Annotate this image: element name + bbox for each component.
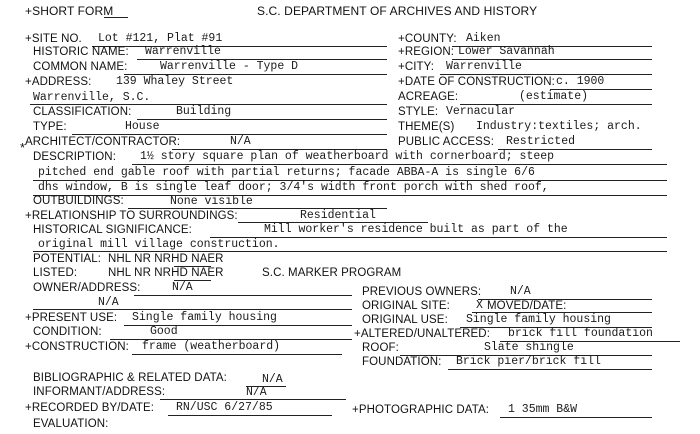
previous-owners-label: PREVIOUS OWNERS:: [362, 286, 482, 298]
recorded-by-value: RN/USC 6/27/85: [176, 401, 273, 414]
informant-value: N/A: [246, 386, 267, 399]
historical-significance-line2: original mill village construction.: [38, 238, 280, 251]
potential-label: POTENTIAL:: [33, 253, 102, 265]
roof-value: Slate shingle: [484, 341, 574, 354]
site-no-value: Lot #121, Plat #91: [98, 32, 223, 45]
moved-date-label: MOVED/DATE:: [487, 300, 567, 312]
owner-line2-value: N/A: [98, 296, 119, 309]
owner-line1-value: N/A: [172, 281, 193, 294]
recorded-by-label: +RECORDED BY/DATE:: [25, 402, 155, 414]
short-form-label: +SHORT FORM: [25, 4, 114, 18]
county-label: +COUNTY:: [398, 33, 457, 45]
historic-name-value: Warrenville: [145, 45, 221, 58]
architect-value: N/A: [230, 135, 251, 148]
evaluation-label: EVALUATION:: [33, 418, 109, 430]
bibliographic-value: N/A: [262, 373, 283, 386]
address-line2-value: Warrenville, S.C.: [33, 91, 151, 104]
type-label: TYPE:: [33, 121, 67, 133]
address-line1-value: 139 Whaley Street: [116, 75, 234, 88]
historic-name-label: HISTORIC NAME:: [33, 46, 129, 58]
informant-line: [160, 399, 346, 400]
owner-line1-rule: [134, 295, 352, 296]
foundation-label: FOUNDATION:: [362, 356, 442, 368]
historical-significance-line1: Mill worker's residence built as part of the: [264, 223, 568, 236]
photographic-label: +PHOTOGRAPHIC DATA:: [352, 404, 490, 416]
public-access-label: PUBLIC ACCESS:: [398, 136, 494, 148]
description-line3: dhs window, B is single leaf door; 3/4's width front porch with shed roof,: [38, 181, 549, 194]
owner-address-label: OWNER/ADDRESS:: [33, 282, 141, 294]
foundation-value: Brick pier/brick fill: [456, 355, 601, 368]
site-no-line: [92, 46, 387, 47]
present-use-value: Single family housing: [132, 311, 277, 324]
outbuildings-value: None visible: [170, 195, 253, 208]
description-line1: 1½ story square plan of weatherboard with cornerboard; steep: [140, 150, 555, 163]
relationship-label: +RELATIONSHIP TO SURROUNDINGS:: [25, 210, 238, 222]
agency-title: S.C. DEPARTMENT OF ARCHIVES AND HISTORY: [257, 4, 538, 18]
description-line2: pitched end gable roof with partial returns; facade ABBA-A is single 6/6: [38, 166, 535, 179]
outbuildings-label: OUTBUILDINGS:: [33, 195, 124, 207]
description-rule1: [132, 164, 667, 165]
region-label: +REGION:: [398, 46, 455, 58]
acreage-label: ACREAGE:: [398, 91, 459, 103]
present-use-label: +PRESENT USE:: [25, 312, 118, 324]
listed-label: LISTED:: [33, 267, 78, 279]
altered-value: brick fill foundation: [508, 327, 653, 340]
description-label: DESCRIPTION:: [33, 151, 116, 163]
marker-program-label: S.C. MARKER PROGRAM: [262, 267, 402, 279]
owner-line2-rule: [33, 309, 352, 310]
roof-label: ROOF:: [362, 342, 399, 354]
classification-label: CLASSIFICATION:: [33, 106, 132, 118]
construction-line: [132, 354, 342, 355]
margin-asterisk: *: [20, 140, 26, 155]
original-site-label: ORIGINAL SITE:: [362, 300, 450, 312]
potential-options: NHL NR NRHD NAER: [108, 253, 224, 265]
common-name-label: COMMON NAME:: [33, 61, 128, 73]
original-site-mark: X: [476, 299, 483, 312]
date-construction-value: c. 1900: [556, 75, 605, 88]
region-value: Lower Savannah: [458, 45, 555, 58]
construction-value: frame (weatherboard): [142, 340, 281, 353]
construction-label: +CONSTRUCTION:: [25, 341, 129, 353]
classification-line: [137, 119, 387, 120]
condition-label: CONDITION:: [33, 326, 102, 338]
informant-label: INFORMANT/ADDRESS:: [33, 386, 166, 398]
county-value: Aiken: [466, 32, 501, 45]
style-label: STYLE:: [398, 106, 439, 118]
historical-significance-rule2: [33, 251, 667, 252]
listed-options: NHL NR NRHD NAER: [108, 267, 224, 279]
themes-value: Industry:textiles; arch.: [476, 120, 642, 133]
themes-label: THEME(S): [398, 121, 455, 133]
city-value: Warrenville: [446, 60, 522, 73]
photographic-value: 1 35mm B&W: [508, 403, 578, 416]
short-form-blank: [104, 17, 128, 18]
city-line: [440, 74, 652, 75]
relationship-value: Residential: [300, 209, 376, 222]
foundation-line: [448, 369, 652, 370]
original-use-label: ORIGINAL USE:: [362, 314, 448, 326]
altered-label: +ALTERED/UNALTERED:: [354, 328, 490, 340]
date-construction-label: +DATE OF CONSTRUCTION:: [398, 76, 555, 88]
public-access-value: Restricted: [506, 135, 576, 148]
previous-owners-value: N/A: [510, 285, 531, 298]
classification-value: Building: [176, 105, 232, 118]
style-value: Vernacular: [446, 105, 516, 118]
address-label: +ADDRESS:: [25, 76, 92, 88]
bibliographic-label: BIBLIOGRAPHIC & RELATED DATA:: [33, 372, 227, 384]
acreage-value: (estimate): [519, 90, 589, 103]
architect-label: ARCHITECT/CONTRACTOR:: [25, 136, 181, 148]
recorded-by-line: [168, 415, 332, 416]
condition-value: Good: [150, 325, 178, 338]
type-value: House: [125, 120, 160, 133]
common-name-value: Warrenville - Type D: [160, 60, 299, 73]
city-label: +CITY:: [398, 61, 435, 73]
description-rule3: [33, 195, 667, 196]
photographic-line: [500, 417, 652, 418]
original-use-value: Single family housing: [466, 313, 611, 326]
site-no-label: +SITE NO.: [25, 33, 82, 45]
historical-significance-label: HISTORICAL SIGNIFICANCE:: [33, 224, 192, 236]
